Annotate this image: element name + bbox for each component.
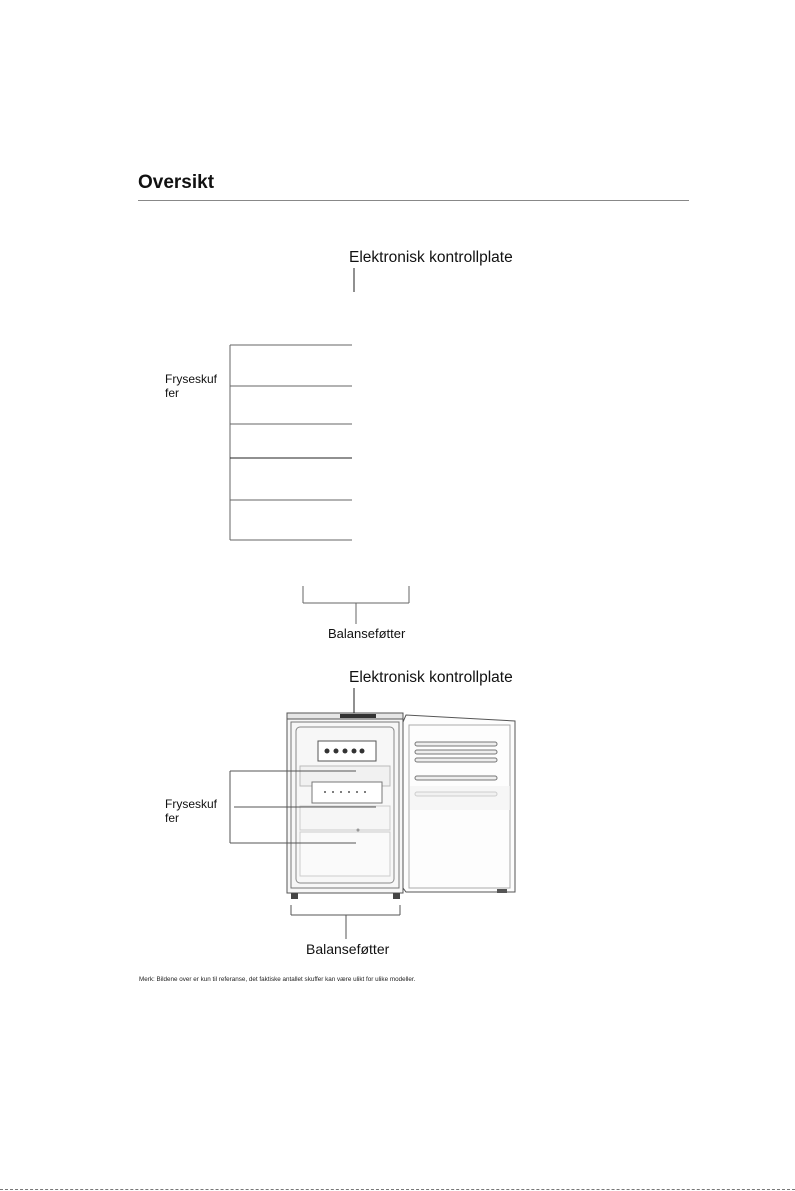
bottom-drawers-label-line1: Fryseskuf — [165, 797, 218, 811]
reference-note: Merk: Bildene over er kun til referanse, det faktiske antallet skuffer kan være ulikt for ulike modeller. — [139, 976, 416, 983]
bottom-drawers-label-line2: fer — [165, 811, 180, 825]
bottom-drawers-label — [165, 797, 217, 825]
freezer-illustration — [287, 713, 515, 899]
page-bottom-border — [0, 1189, 795, 1190]
top-control-panel-label: Elektronisk kontrollplate — [349, 249, 513, 266]
top-leader-lines — [230, 268, 409, 624]
bottom-control-panel-label: Elektronisk kontrollplate — [349, 669, 513, 686]
top-drawers-label-line1: Fryseskuf — [165, 372, 218, 386]
page-title: Oversikt — [138, 172, 215, 193]
top-feet-label: Balanseføtter — [328, 626, 406, 641]
bottom-feet-label: Balanseføtter — [306, 941, 390, 957]
top-drawers-label-line2: fer — [165, 386, 180, 400]
